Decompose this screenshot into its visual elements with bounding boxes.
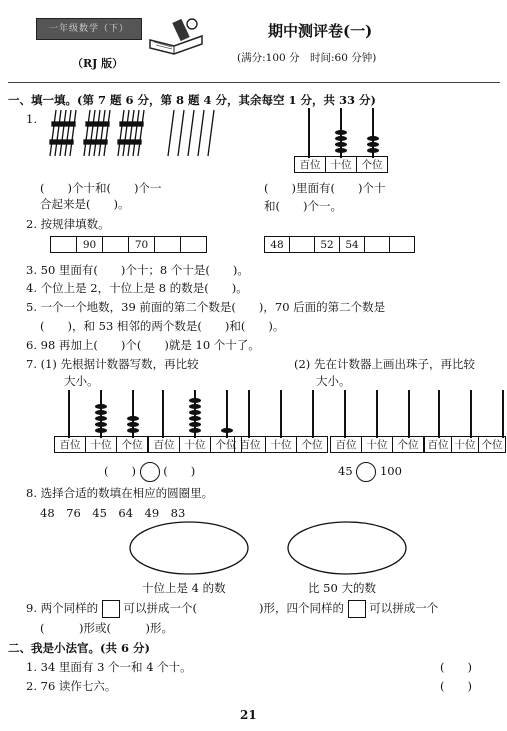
q7-left-blank-b[interactable]: ( ) [163, 464, 196, 478]
q7-left-line1: 7. (1) 先根据计数器写数，再比较 [26, 357, 199, 371]
place-label-ones: 个位 [392, 436, 424, 453]
abacus-rod-hundreds [438, 390, 440, 438]
bead [189, 404, 201, 409]
bead [367, 136, 379, 141]
q7-abacus-4[interactable] [330, 390, 425, 460]
seq-cell[interactable] [50, 236, 77, 253]
place-label-ones: 个位 [478, 436, 506, 453]
bead [189, 416, 201, 421]
sequence-row-2 [264, 236, 415, 253]
bead [335, 136, 347, 141]
q9-line2: ( )形或( )形。 [40, 621, 173, 635]
abacus-rod-tens [470, 390, 472, 438]
abacus-rod-hundreds [248, 390, 250, 438]
place-label-tens: 十位 [361, 436, 393, 453]
bead [367, 148, 379, 153]
place-label-ones: 个位 [356, 156, 388, 173]
abacus-rod-hundreds [308, 108, 310, 158]
bead [95, 404, 107, 409]
bead [335, 130, 347, 135]
seq-cell[interactable] [289, 236, 315, 253]
header-divider [8, 82, 500, 83]
place-label-tens: 十位 [85, 436, 117, 453]
compare-circle[interactable] [356, 462, 376, 482]
edition-label: （RJ 版） [72, 57, 124, 70]
place-label-tens: 十位 [265, 436, 297, 453]
place-label-hundreds: 百位 [330, 436, 362, 453]
square-icon [102, 600, 120, 618]
q7-right-line2: 大小。 [316, 374, 351, 388]
q7-abacus-3[interactable] [234, 390, 329, 460]
section2-item-2: 2. 76 读作七六。 [26, 679, 117, 693]
q7-right-line1: (2) 先在计数器上画出珠子，再比较 [294, 357, 475, 371]
square-icon [348, 600, 366, 618]
bead [189, 410, 201, 415]
header-banner-text: 一年级数学（下） [48, 24, 129, 34]
bead [127, 416, 139, 421]
abacus-rod-hundreds [68, 390, 70, 438]
q8-prompt: 8. 选择合适的数填在相应的圆圈里。 [26, 486, 214, 500]
compare-circle[interactable] [140, 462, 160, 482]
page-number: 21 [240, 708, 257, 722]
q8-number-list: 48 76 45 64 49 83 [40, 506, 186, 520]
seq-cell[interactable] [154, 236, 181, 253]
book-illustration-icon [146, 14, 208, 62]
abacus-rod-ones [312, 390, 314, 438]
q6-text: 6. 98 再加上( )个( )就是 10 个十了。 [26, 338, 260, 352]
q1-abacus [294, 108, 389, 180]
q7-right-number-a: 45 [338, 464, 353, 478]
place-label-tens: 十位 [325, 156, 357, 173]
place-label-hundreds: 百位 [424, 436, 452, 453]
q1-right-line1: ( )里面有( )个十 [264, 181, 386, 195]
place-label-hundreds: 百位 [148, 436, 180, 453]
q3-text: 3. 50 里面有( )个十；8 个十是( )。 [26, 263, 249, 277]
abacus-rod-hundreds [162, 390, 164, 438]
q9-part-d: 可以拼成一个 [369, 601, 439, 615]
bead [189, 428, 201, 433]
q9-line1 [26, 600, 438, 618]
q7-compare-right [338, 462, 402, 482]
bead [335, 142, 347, 147]
seq-cell: 52 [314, 236, 340, 253]
seq-cell: 90 [76, 236, 103, 253]
place-label-ones: 个位 [296, 436, 328, 453]
exam-meta: (满分:100 分 时间:60 分钟) [237, 52, 377, 64]
section2-item-2-blank[interactable]: ( ) [440, 679, 472, 693]
q7-compare-left [104, 462, 195, 482]
section2-item-1-blank[interactable]: ( ) [440, 660, 472, 674]
seq-cell[interactable] [180, 236, 207, 253]
place-label-tens: 十位 [179, 436, 211, 453]
q7-abacus-2 [148, 390, 243, 460]
q7-right-number-b: 100 [379, 464, 402, 478]
abacus-rod-hundreds [344, 390, 346, 438]
header-banner [36, 18, 142, 40]
seq-cell[interactable] [102, 236, 129, 253]
stick-bundles-icon [46, 108, 236, 160]
bead [127, 428, 139, 433]
seq-cell: 48 [264, 236, 290, 253]
bead [335, 148, 347, 153]
abacus-rod-tens [376, 390, 378, 438]
section2-heading: 二、我是小法官。(共 6 分) [8, 641, 150, 655]
q5-line1: 5. 一个一个地数，39 前面的第二个数是( )，70 后面的第二个数是 [26, 300, 386, 314]
q8-oval-1-label: 十位上是 4 的数 [142, 581, 226, 595]
q7-abacus-5[interactable] [424, 390, 507, 460]
q7-left-blank-a[interactable]: ( ) [104, 464, 136, 478]
q1-right-line2: 和( )个一。 [264, 199, 342, 213]
bead [95, 410, 107, 415]
seq-cell: 54 [339, 236, 365, 253]
q4-text: 4. 个位上是 2，十位上是 8 的数是( )。 [26, 281, 248, 295]
q8-oval-2[interactable] [286, 520, 408, 576]
q2-prompt: 2. 按规律填数。 [26, 217, 110, 231]
q7-left-line2: 大小。 [64, 374, 99, 388]
abacus-rod-ones [502, 390, 504, 438]
page-title: 期中测评卷(一) [268, 22, 373, 40]
q8-oval-1[interactable] [128, 520, 250, 576]
place-label-ones: 个位 [116, 436, 148, 453]
q7-abacus-1 [54, 390, 149, 460]
q1-left-line2: 合起来是( )。 [40, 197, 130, 211]
bead [189, 422, 201, 427]
place-label-hundreds: 百位 [54, 436, 86, 453]
q9-part-c: )形，四个同样的 [258, 601, 344, 615]
bead [95, 428, 107, 433]
place-label-tens: 十位 [451, 436, 479, 453]
q1-number: 1. [26, 112, 37, 126]
q9-part-b: 可以拼成一个( [123, 601, 197, 615]
q1-left-line1: ( )个十和( )个一 [40, 181, 162, 195]
q5-line2: ( )，和 53 相邻的两个数是( )和( )。 [40, 319, 285, 333]
place-label-ones: 个位 [210, 436, 242, 453]
bead [189, 398, 201, 403]
q9-part-a: 9. 两个同样的 [26, 601, 99, 615]
bead [221, 428, 233, 433]
seq-cell[interactable] [389, 236, 415, 253]
bead [95, 416, 107, 421]
abacus-rod-tens [280, 390, 282, 438]
sequence-row-1 [50, 236, 207, 253]
abacus-rod-ones [408, 390, 410, 438]
place-label-hundreds: 百位 [234, 436, 266, 453]
bead [127, 422, 139, 427]
section1-heading: 一、填一填。(第 7 题 6 分，第 8 题 4 分，其余每空 1 分，共 33 分) [8, 93, 376, 107]
section2-item-1: 1. 34 里面有 3 个一和 4 个十。 [26, 660, 192, 674]
seq-cell[interactable] [364, 236, 390, 253]
place-label-hundreds: 百位 [294, 156, 326, 173]
seq-cell: 70 [128, 236, 155, 253]
q8-oval-2-label: 比 50 大的数 [308, 581, 376, 595]
bead [95, 422, 107, 427]
bead [367, 142, 379, 147]
